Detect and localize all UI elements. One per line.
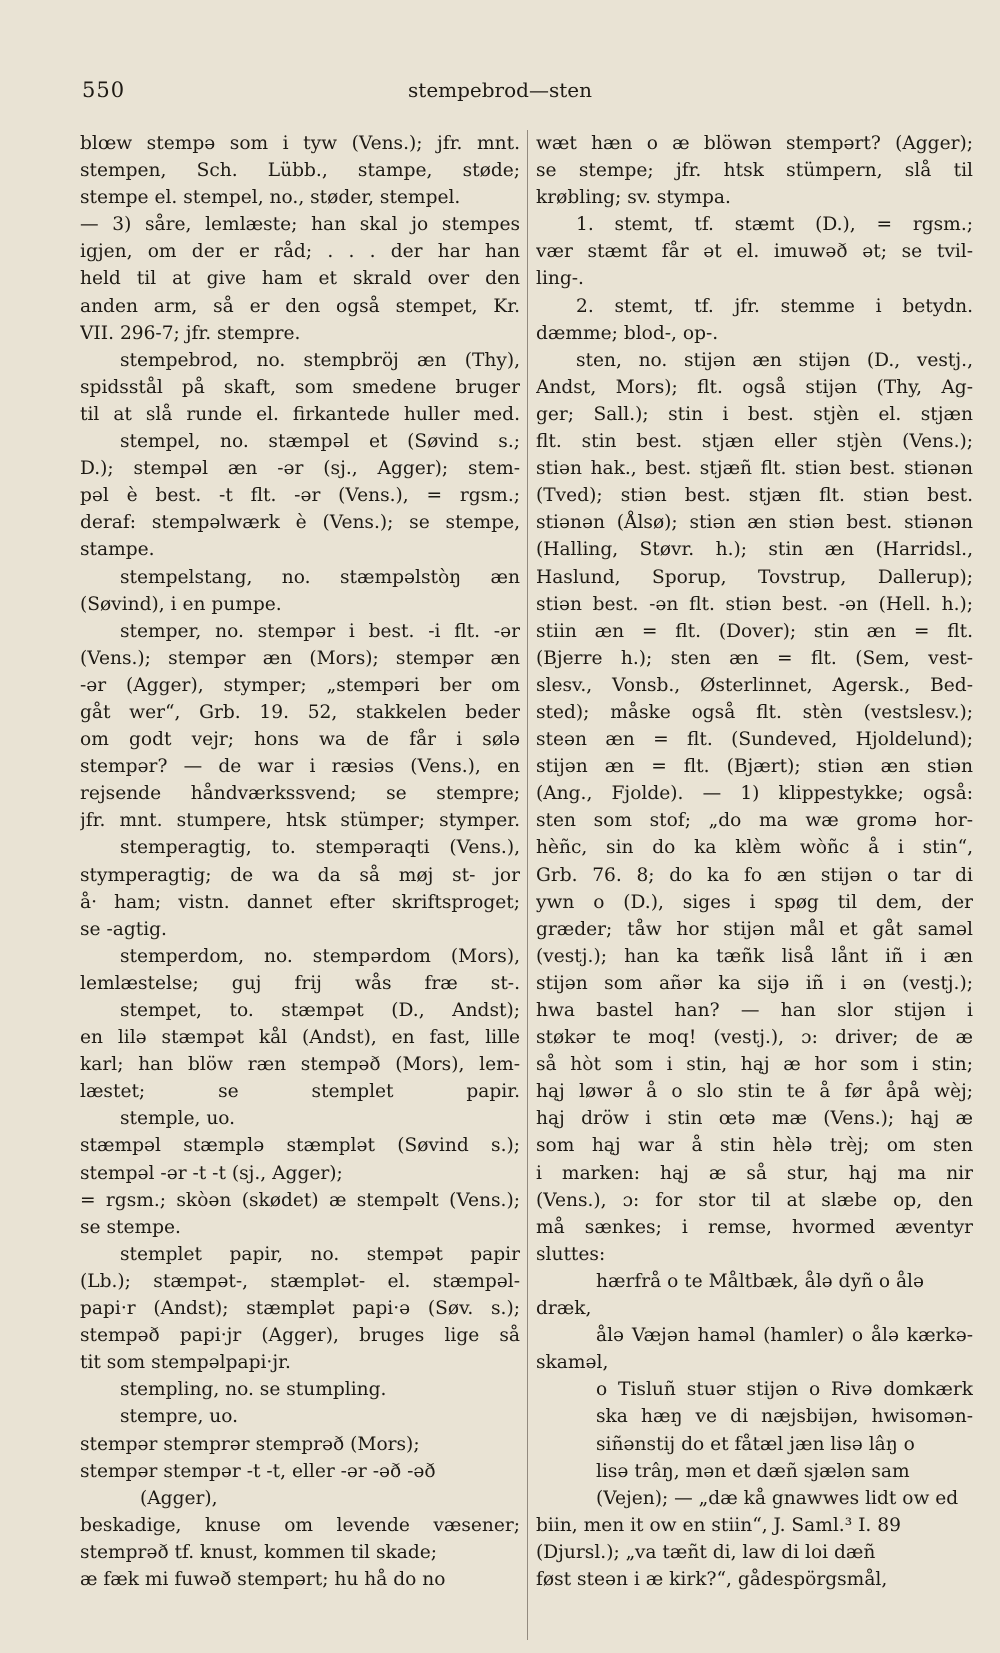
right-column-line: Grb. 76. 8; do ka fo æn stijən o tar di [536,864,973,886]
left-column-line: (Lb.); stæmpət-, stæmplət- el. stæmpəl- [80,1270,520,1292]
running-head: stempebrod—sten [408,78,592,102]
right-column-line: sluttes: [536,1243,606,1265]
left-column-line: stampe. [80,539,155,561]
right-column-line: (Bjerre h.); sten æn = flt. (Sem, vest- [536,647,973,669]
left-column-line: æ fæk mi fuwəð stempərt; hu hå do no [80,1568,446,1590]
right-column-line: ywn o (D.), siges i spøg til dem, der [536,891,973,913]
left-column-line: stempəl -ər -t -t (sj., Agger); [80,1162,343,1184]
right-column-line: stijən æn = flt. (Bjært); stiən æn stiən [536,756,973,778]
left-column-line: stemple, uo. [120,1108,236,1130]
page-header [0,78,1000,108]
right-column-line: se stempe; jfr. htsk stümpern, slå til [536,160,973,182]
left-column-line: VII. 296-7; jfr. stempre. [80,322,301,344]
right-column-line: biin, men it ow en stiin“, J. Saml.³ I. 89 [536,1514,901,1536]
right-column-line: hąj løwər å o slo stin te å før åpå wèj; [536,1081,973,1103]
right-column-line: Haslund, Sporup, Tovstrup, Dallerup); [536,566,973,588]
right-column-line: (vestj.); han ka tæñk liså lånt iñ i æn [536,945,973,967]
left-column-line: stempe el. stempel, no., støder, stempel. [80,187,461,209]
right-column-line: 1. stemt, tf. stæmt (D.), = rgsm.; [576,214,973,236]
right-column-line: hwa bastel han? — han slor stijən i [536,1000,973,1021]
right-column-line: stiən hak., best. stjæñ flt. stiən best. stiənən [536,458,973,480]
left-column-line: om godt vejr; hons wa de får i sølə [80,729,520,751]
right-column-line: siñənstij do et fåtæl jæn lisə lâŋ o [596,1433,915,1455]
right-column-line: (Tved); stiən best. stjæn flt. stiən best. [536,485,973,507]
left-column-line: stempebrod, no. stempbröj æn (Thy), [120,349,520,371]
right-column-line: i marken: hąj æ så stur, hąj ma nir [536,1162,973,1184]
right-column-line: hèñc, sin do ka klèm wòñc å i stin“, [536,837,973,859]
left-column-line: — 3) såre, lemlæste; han skal jo stempes [80,214,520,236]
right-column-line: (Vejen); — „dæ kå gnawwes lidt ow ed [596,1487,959,1509]
left-column-line: jfr. mnt. stumpere, htsk stümper; stymper. [80,810,520,832]
left-column-line: stemperdom, no. stempərdom (Mors), [120,945,520,967]
left-column-line: stemperagtig, to. stempəraqti (Vens.), [120,837,520,859]
right-column-line: vær stæmt får ət el. imuwəð ət; se tvil- [536,241,973,263]
left-column-line: stempər stemprər stemprəð (Mors); [80,1433,420,1455]
left-column-line: karl; han blöw ræn stempəð (Mors), lem- [80,1054,520,1076]
left-column-line: pəl è best. -t flt. -ər (Vens.), = rgsm.; [80,485,520,507]
right-column-line: føst steən i æ kirk?“, gådespörgsmål, [536,1568,888,1590]
left-column-line: stæmpəl stæmplə stæmplət (Søvind s.); [80,1135,520,1157]
left-column-line: stempəð papi·jr (Agger), bruges lige så [80,1325,520,1347]
right-column-line: steən æn = flt. (Sundeved, Hjoldelund); [536,729,973,751]
left-column-line: se -agtig. [80,918,167,940]
right-column-line: o Tisluñ stuər stijən o Rivə domkærk [596,1379,973,1401]
left-column-line: stempet, to. stæmpət (D., Andst); [120,1000,520,1021]
left-column-line: -ər (Agger), stymper; „stempəri ber om [80,674,520,696]
right-column-line: 2. stemt, tf. jfr. stemme i betydn. [576,295,973,317]
left-column-line: læstet; se stemplet papir. [80,1081,520,1103]
right-column [536,130,973,1640]
right-column-line: ger; Sall.); stin i best. stjèn el. stjæn [536,403,973,425]
left-column-line: D.); stempəl æn -ər (sj., Agger); stem- [80,458,520,480]
right-column-line: sted); måske også flt. stèn (vestslesv.); [536,701,973,723]
right-column-line: som hąj war å stin hèlə trèj; om sten [536,1135,973,1157]
right-column-line: dræk, [536,1298,592,1320]
left-column-line: deraf: stempəlwærk è (Vens.); se stempe, [80,512,520,534]
left-column-line: stempər stempər -t -t, eller -ər -əð -əð [80,1460,436,1482]
left-column-line: = rgsm.; skòən (skødet) æ stempəlt (Vens.); [80,1189,520,1211]
right-column-line: sten som stof; „do ma wæ gromə hor- [536,810,973,832]
left-column-line: tit som stempəlpapi·jr. [80,1352,291,1374]
left-column-line: rejsende håndværkssvend; se stempre; [80,783,520,805]
right-column-line: stijən som añər ka sijə iñ i ən (vestj.); [536,972,973,994]
right-column-line: flt. stin best. stjæn eller stjèn (Vens.); [536,431,973,453]
left-column-line: stempər? — de war i ræsiəs (Vens.), en [80,756,520,778]
right-column-line: hąj dröw i stin œtə mæ (Vens.); hąj æ [536,1108,973,1130]
right-column-line: skaməl, [536,1352,609,1374]
left-column-line: stempel, no. stæmpəl et (Søvind s.; [120,431,520,453]
left-column-line: held til at give ham et skrald over den [80,268,520,290]
right-column-line: ålə Væjən haməl (hamler) o ålə kærkə- [596,1325,973,1347]
right-column-line: hærfrå o te Måltbæk, ålə dyñ o ålə [596,1270,924,1292]
left-column-line: stemper, no. stempər i best. -i flt. -ər [120,620,520,642]
left-column-line: (Agger), [140,1487,218,1509]
left-column-line: beskadige, knuse om levende væsener; [80,1514,520,1536]
left-column-line: blœw stempə som i tyw (Vens.); jfr. mnt. [80,133,520,154]
right-column-line: stiən best. -ən flt. stiən best. -ən (Hell. h.); [536,593,973,615]
left-column-line: til at slå runde el. firkantede huller med. [80,403,520,425]
right-column-line: dæmme; blod-, op-. [536,322,719,344]
right-column-line: stiin æn = flt. (Dover); stin æn = flt. [536,620,973,642]
left-column-line: stemprəð tf. knust, kommen til skade; [80,1541,438,1563]
page-number: 550 [82,78,126,102]
left-column-line: stempling, no. se stumpling. [120,1379,387,1401]
left-column-line: se stempe. [80,1216,181,1238]
right-column-line: (Ang., Fjolde). — 1) klippestykke; også: [536,783,973,805]
left-column-line: stymperagtig; de wa da så møj st- jor [80,864,520,886]
left-column-line: lemlæstelse; guj frij wås fræ st-. [80,972,520,994]
left-column-line: stempen, Sch. Lübb., stampe, støde; [80,160,520,182]
right-column-line: (Djursl.); „va tæñt di, law di loi dæñ [536,1541,876,1563]
left-column-line: spidsstål på skaft, som smedene bruger [80,376,520,398]
right-column-line: lisə trâŋ, mən et dæñ sjælən sam [596,1460,910,1482]
left-column-line: en lilə stæmpət kål (Andst), en fast, lille [80,1027,520,1049]
left-column-line: (Søvind), i en pumpe. [80,593,282,615]
right-column-line: (Halling, Støvr. h.); stin æn (Harridsl., [536,539,973,561]
left-column-line: (Vens.); stempər æn (Mors); stempər æn [80,647,520,669]
left-column-line: anden arm, så er den også stempet, Kr. [80,295,520,317]
left-column-line: papi·r (Andst); stæmplət papi·ə (Søv. s.); [80,1298,520,1320]
left-column-line: stemplet papir, no. stempət papir [120,1243,520,1265]
right-column-line: stiənən (Ålsø); stiən æn stiən best. stiənən [536,512,973,534]
left-column-line: gåt wer“, Grb. 19. 52, stakkelen beder [80,701,520,723]
left-column [80,130,520,1640]
right-column-line: så hòt som i stin, hąj æ hor som i stin; [536,1054,973,1076]
right-column-line: Andst, Mors); flt. også stijən (Thy, Ag- [536,376,973,398]
right-column-line: ling-. [536,268,584,290]
right-column-line: krøbling; sv. stympa. [536,187,731,209]
right-column-line: må sænkes; i remse, hvormed æventyr [536,1216,973,1238]
left-column-line: å· ham; vistn. dannet efter skriftsproget; [80,891,520,913]
right-column-line: sten, no. stijən æn stijən (D., vestj., [576,349,973,371]
right-column-line: wæt hæn o æ blöwən stempərt? (Agger); [536,133,973,154]
right-column-line: (Vens.), ɔ: for stor til at slæbe op, den [536,1189,973,1211]
right-column-line: græder; tåw hor stijən mål et gåt saməl [536,918,973,940]
left-column-line: stempelstang, no. stæmpəlstòŋ æn [120,566,520,588]
right-column-line: ska hæŋ ve di næjsbijən, hwisomən- [596,1406,973,1428]
left-column-line: igjen, om der er råd; . . . der har han [80,241,520,263]
column-divider [527,130,528,1640]
right-column-line: støkər te moq! (vestj.), ɔ: driver; de æ [536,1027,973,1049]
left-column-line: stempre, uo. [120,1406,239,1428]
right-column-line: slesv., Vonsb., Østerlinnet, Agersk., Bed- [536,674,973,696]
